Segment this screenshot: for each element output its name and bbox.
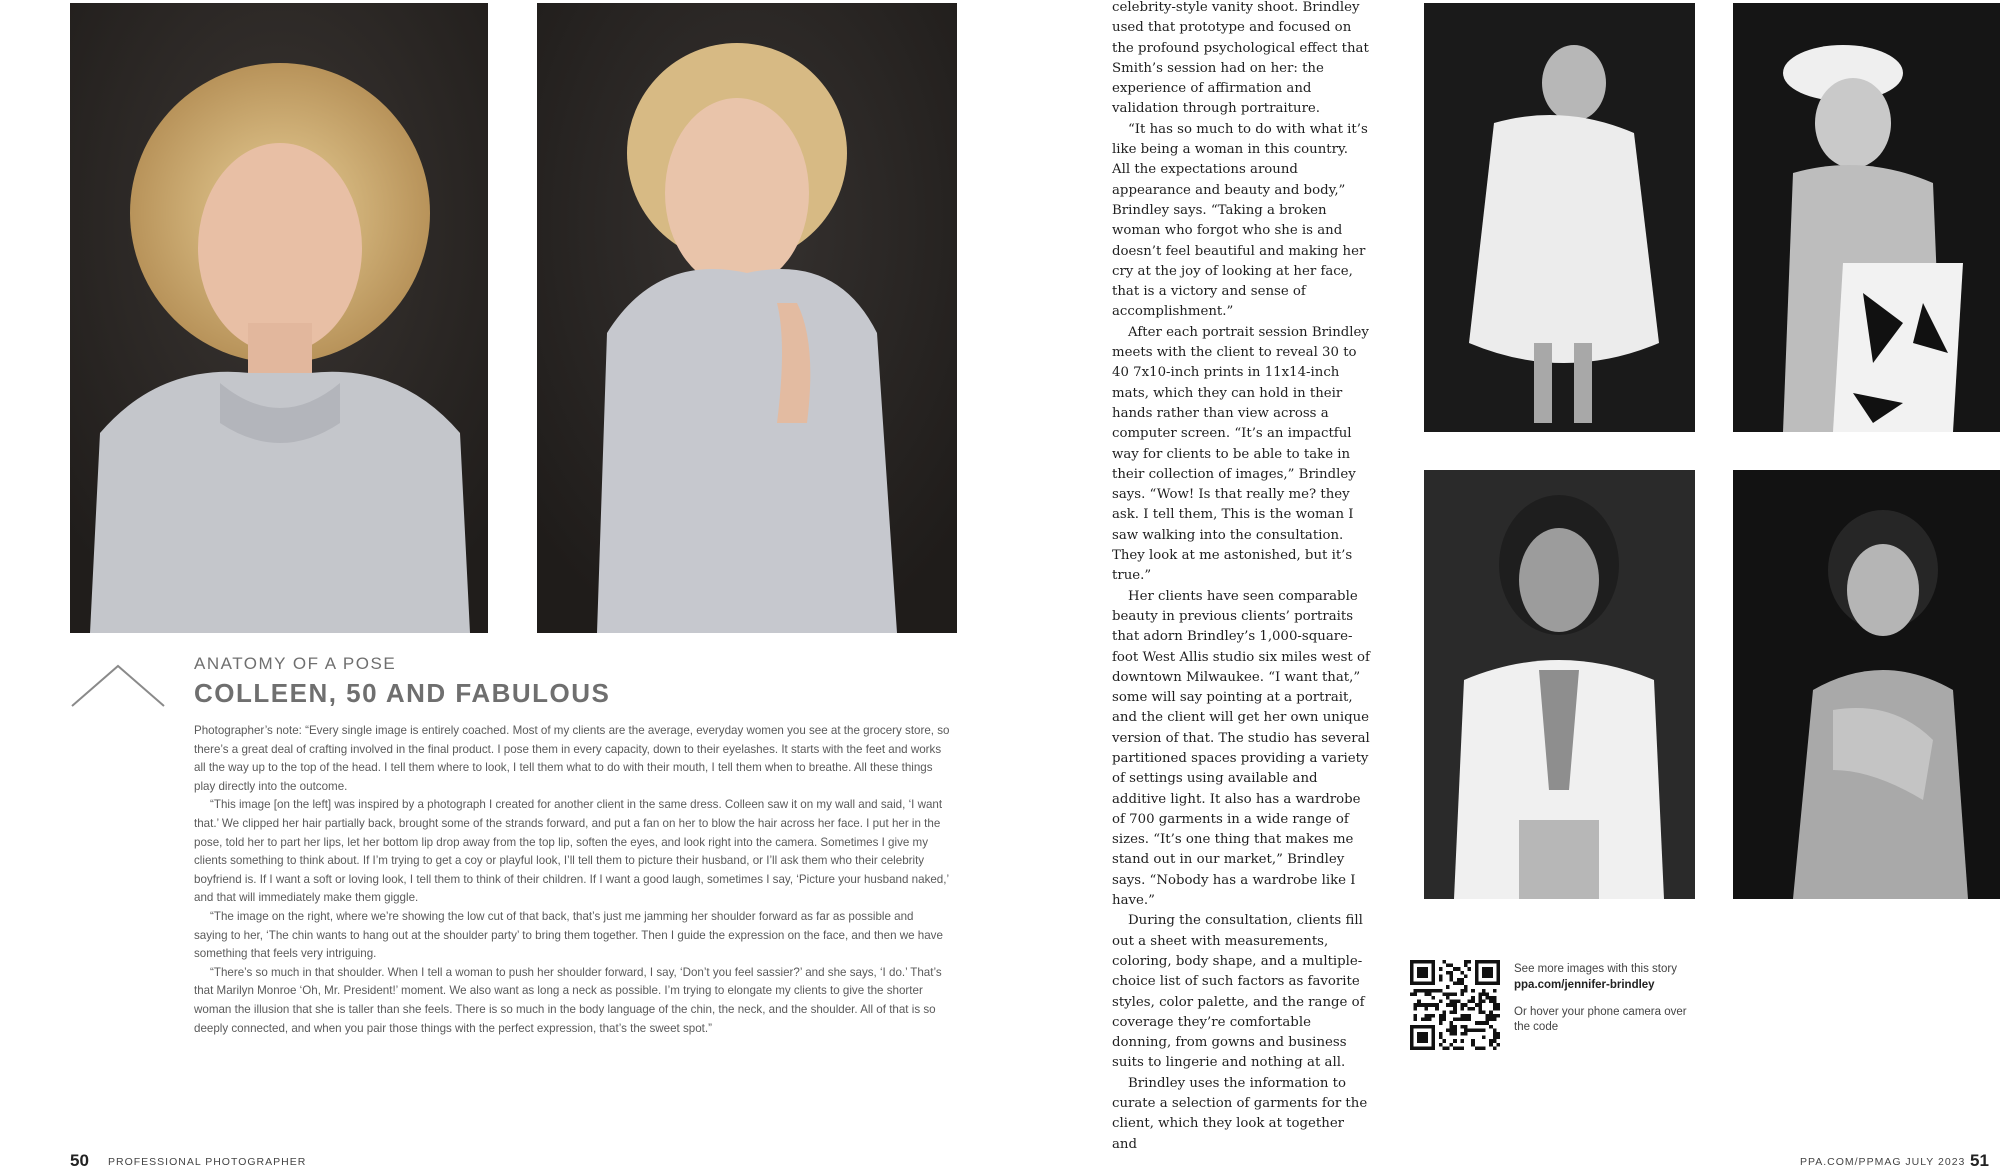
sidebar-paragraph: “This image [on the left] was inspired by a photograph I created for another client in the same dress. Colleen saw it on my wall and said, ‘I want that.’ We clipped her hair partially back, brought some of the strands forward, and put a fan on her to blow the hair across her face. I put her in the pose, told her to part her lips, let her bottom lip drop away from the top lip, soften the eyes, and look right into the camera. Sometimes I give my clients something to think about. If I’m trying to get a coy or playful look, I’ll tell them to picture their husband, or I’ll ask them who their celebrity boyfriend is. If I want a soft or loving look, I tell them to think of their children. If I want a good laugh, sometimes I say, ‘Picture your husband naked,’ and that will immediately make them giggle. [194,798,949,905]
body-paragraph: “It has so much to do with what it’s like being a woman in this country. All the expectations around appearance and beauty and body,” Brindley says. “Taking a broken woman who forgot who she is and doesn’t feel beautiful and making her cry at the joy of looking at her face, that is a victory and sense of accomplishment.” [1112,121,1368,320]
publication-url-date: PPA.COM/PPMAG JULY 2023 [1800,1156,1966,1168]
body-paragraph: celebrity-style vanity shoot. Brindley used that prototype and focused on the profound psychological effect that Smith’s session had on her: the experience of affirmation and validation through portraiture. [1112,0,1369,117]
qr-hint: Or hover your phone camera over the code [1514,1006,1687,1033]
body-paragraph: Brindley uses the information to curate a selection of garments for the client, which they look at together and [1112,1075,1368,1152]
portrait-bare-shoulder [1733,470,2000,899]
portrait-fascinator-hat [1733,3,2000,432]
pose-chevron-icon [70,662,166,708]
page-number-left: 50 [70,1151,89,1170]
sidebar-paragraph: Photographer’s note: “Every single image is entirely coached. Most of my clients are the average, everyday women you see at the grocery store, so there’s a great deal of crafting involved in the final product. I pose them in every capacity, down to their eyelashes. It starts with the feet and works all the way up to the top of the head. I tell them where to look, I tell them what to do with their mouth, I tell them when to breathe. All these things play directly into the outcome. [194,724,950,793]
photographer-note [194,722,950,1038]
qr-label: See more images with this story [1514,963,1677,975]
body-paragraph: Her clients have seen comparable beauty in previous clients’ portraits that adorn Brindley’s 1,000-square-foot West Allis studio six miles west of downtown Milwaukee. “I want that,” some will say pointing at a portrait, and the client will get her own unique version of that. The studio has several partitioned spaces providing a variety of settings using available and additive light. It also has a wardrobe of 700 garments in a wide range of sizes. “It’s one thing that makes me stand out in our market,” Brindley says. “Nobody has a wardrobe like I have.” [1112,588,1370,909]
portrait-colleen-back [537,3,957,633]
qr-code-icon[interactable] [1410,960,1500,1050]
sidebar-headline: COLLEEN, 50 AND FABULOUS [194,678,611,708]
article-body-column [1112,0,1370,1155]
sidebar-paragraph: “There’s so much in that shoulder. When I tell a woman to push her shoulder forward, I say, ‘Don’t you feel sassier?’ and she says, ‘I do.’ That’s that Marilyn Monroe ‘Oh, Mr. President!’ moment. We also want as long a neck as possible. I’m trying to elongate my clients to give the shorter woman the illusion that she is taller than she feels. There is so much in the body language of the chin, the neck, and the shoulder. All of that is so deeply connected, and when you pair those things with the perfect expression, that’s the sweet spot.” [194,965,942,1035]
body-paragraph: During the consultation, clients fill out a sheet with measurements, coloring, body shape, and a multiple-choice list of such factors as favorite styles, color palette, and the range of coverage they’re comfortable donning, from gowns and business suits to lingerie and nothing at all. [1112,913,1365,1071]
body-paragraph: After each portrait session Brindley meets with the client to reveal 30 to 40 7x10-inch prints in 11x14-inch mats, which they can hold in their hands rather than view across a computer screen. “It’s an impactful way for clients to be able to take in their collection of images,” Brindley says. “Wow! Is that really me? they ask. I tell them, This is the woman I saw walking into the consultation. They look at me astonished, but it’s true.” [1112,324,1369,584]
section-kicker: ANATOMY OF A POSE [194,654,397,673]
qr-link[interactable]: ppa.com/jennifer-brindley [1514,979,1655,991]
page-number-right: 51 [1970,1151,1989,1170]
portrait-white-feather-coat [1424,3,1695,432]
portrait-white-blazer [1424,470,1695,899]
publication-name: PROFESSIONAL PHOTOGRAPHER [108,1156,307,1168]
portrait-colleen-front [70,3,488,633]
sidebar-paragraph: “The image on the right, where we’re showing the low cut of that back, that’s just me jamming her shoulder forward as far as possible and saying to her, ‘The chin wants to hang out at the shoulder party’ to bring them together. Then I guide the expression on the face, and then we have something that feels very intriguing. [194,909,943,961]
